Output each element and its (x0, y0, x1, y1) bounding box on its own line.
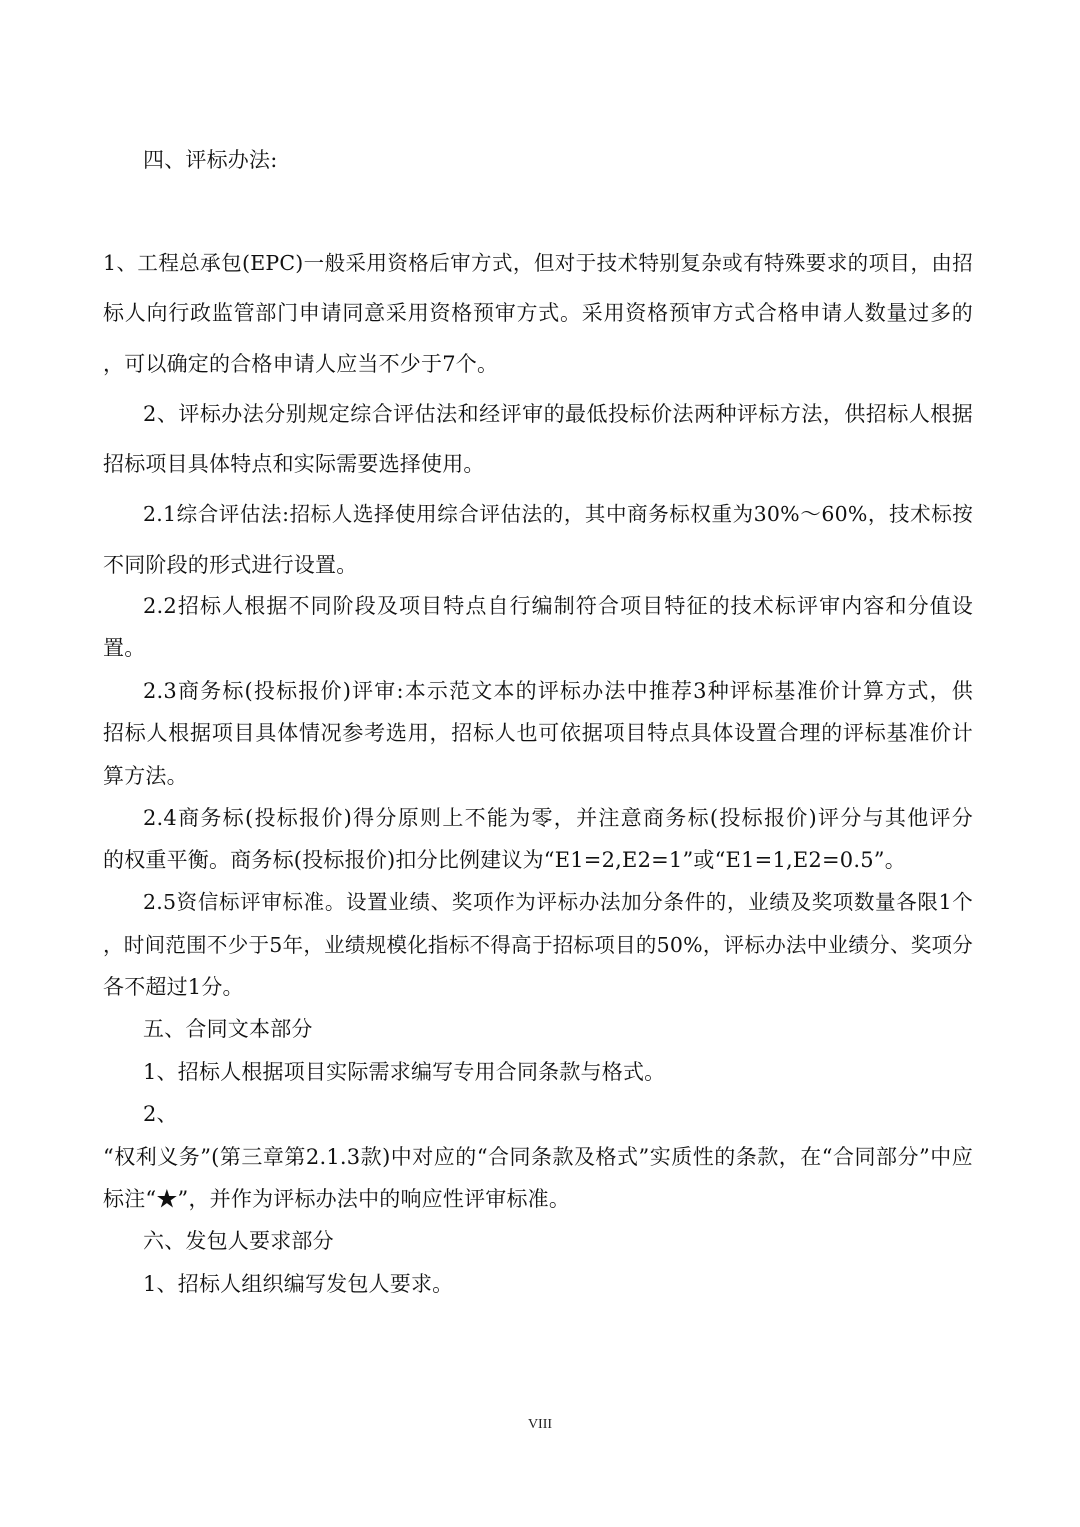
paragraph-line: 2.3商务标(投标报价)评审:本示范文本的评标办法中推荐3种评标基准价计算方式，供 (143, 679, 973, 703)
section-heading-6: 六、发包人要求部分 (143, 1229, 334, 1253)
paragraph-line: 1、招标人组织编写发包人要求。 (143, 1272, 454, 1296)
paragraph-line: 2.4商务标(投标报价)得分原则上不能为零，并注意商务标(投标报价)评分与其他评分 (143, 806, 973, 830)
paragraph-line: 2、评标办法分别规定综合评估法和经评审的最低投标价法两种评标方法，供招标人根据 (143, 402, 973, 426)
paragraph-line: 2.1综合评估法:招标人选择使用综合评估法的，其中商务标权重为30%～60%，技术标按 (143, 502, 973, 526)
paragraph-line: 各不超过1分。 (103, 975, 244, 999)
paragraph-line: 招标人根据项目具体情况参考选用，招标人也可依据项目特点具体设置合理的评标基准价计 (103, 721, 973, 745)
paragraph-line: 2.2招标人根据不同阶段及项目特点自行编制符合项目特征的技术标评审内容和分值设 (143, 594, 973, 618)
paragraph-line: 置。 (103, 636, 146, 660)
paragraph-line: “权利义务”(第三章第2.1.3款)中对应的“合同条款及格式”实质性的条款，在“合同部分”中应 (103, 1145, 973, 1169)
paragraph-line: 招标项目具体特点和实际需要选择使用。 (103, 452, 485, 476)
paragraph-line: 2、 (143, 1102, 178, 1126)
section-heading-4: 四、评标办法: (143, 148, 278, 172)
paragraph-line: ，时间范围不少于5年，业绩规模化指标不得高于招标项目的50%，评标办法中业绩分、奖项分 (103, 933, 973, 957)
paragraph-line: 的权重平衡。商务标(投标报价)扣分比例建议为“E1=2,E2=1”或“E1=1,E2=0.5”。 (103, 848, 906, 872)
page-number: VIII (527, 1417, 553, 1432)
paragraph-line: 2.5资信标评审标准。设置业绩、奖项作为评标办法加分条件的，业绩及奖项数量各限1个 (143, 890, 973, 914)
paragraph-line: ，可以确定的合格申请人应当不少于7个。 (103, 352, 499, 376)
paragraph-line: 不同阶段的形式进行设置。 (103, 553, 358, 577)
paragraph-line: 1、招标人根据项目实际需求编写专用合同条款与格式。 (143, 1060, 666, 1084)
paragraph-line: 标注“★”，并作为评标办法中的响应性评审标准。 (103, 1187, 571, 1211)
paragraph-line: 1、工程总承包(EPC)一般采用资格后审方式，但对于技术特别复杂或有特殊要求的项目，由招 (103, 251, 973, 275)
paragraph-line: 标人向行政监管部门申请同意采用资格预审方式。采用资格预审方式合格申请人数量过多的 (103, 301, 973, 325)
section-heading-5: 五、合同文本部分 (143, 1017, 313, 1041)
paragraph-line: 算方法。 (103, 764, 188, 788)
